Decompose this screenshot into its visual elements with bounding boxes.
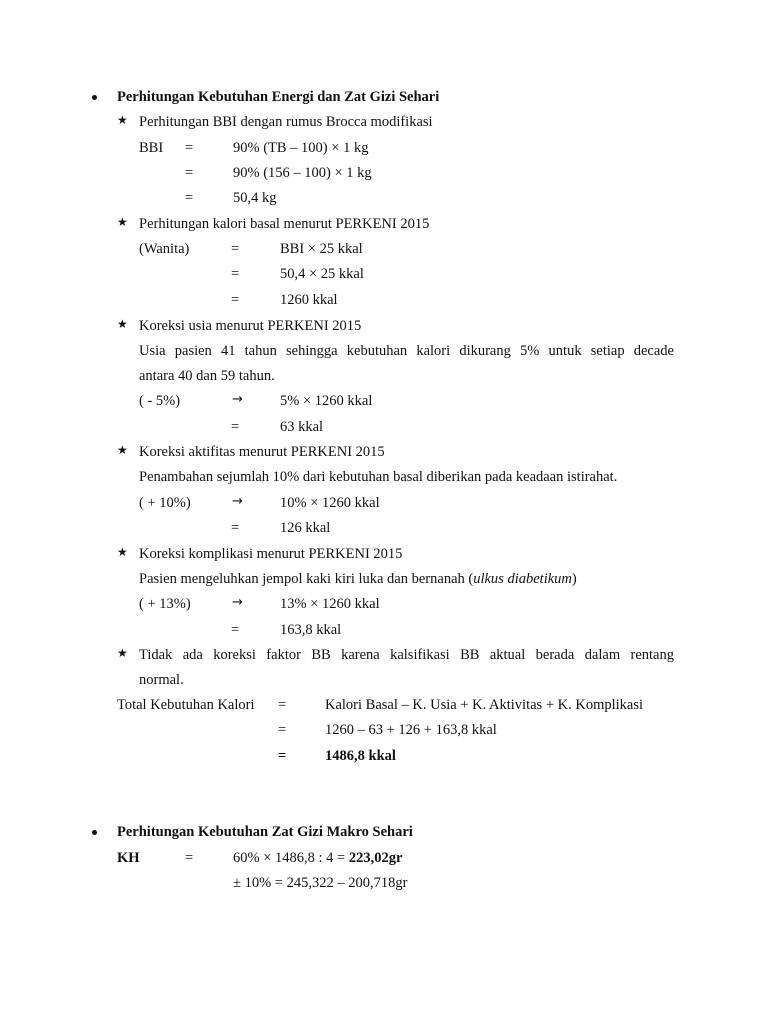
equals-sign: =	[231, 419, 240, 435]
kh-formula	[233, 851, 402, 866]
total-label: Total Kebutuhan Kalori	[117, 697, 255, 713]
bbi-label: BBI	[139, 140, 164, 156]
koreksi-aktifitas-formula: 10% × 1260 kkal	[280, 495, 380, 511]
equals-sign: =	[231, 292, 240, 308]
koreksi-bb-text: Tidak ada koreksi faktor BB karena kalsifikasi BB aktual berada dalam rentang	[139, 647, 674, 663]
equals-sign: =	[278, 697, 287, 713]
koreksi-komplikasi-desc	[139, 572, 577, 587]
koreksi-usia-desc: Usia pasien 41 tahun sehingga kebutuhan kalori dikurang 5% untuk setiap decade	[139, 343, 674, 359]
section-heading: Perhitungan Kebutuhan Zat Gizi Makro Sehari	[117, 824, 413, 840]
bbi-title: Perhitungan BBI dengan rumus Brocca modifikasi	[139, 114, 433, 130]
kalori-basal-substitution: 50,4 × 25 kkal	[280, 266, 364, 282]
koreksi-usia-formula: 5% × 1260 kkal	[280, 393, 373, 409]
kalori-basal-result: 1260 kkal	[280, 292, 338, 308]
section-heading: Perhitungan Kebutuhan Energi dan Zat Gizi Sehari	[117, 89, 440, 105]
equals-sign: =	[278, 748, 287, 764]
koreksi-usia-result: 63 kkal	[280, 419, 324, 435]
desc-text: Pasien mengeluhkan jempol kaki kiri luka dan bernanah (	[139, 571, 474, 587]
total-substitution: 1260 – 63 + 126 + 163,8 kkal	[325, 722, 497, 738]
koreksi-aktifitas-desc: Penambahan sejumlah 10% dari kebutuhan basal diberikan pada keadaan istirahat.	[139, 469, 618, 485]
desc-text-end: )	[571, 571, 577, 587]
kh-result: 223,02gr	[348, 850, 403, 866]
kalori-basal-formula: BBI × 25 kkal	[280, 241, 363, 257]
equals-sign: =	[185, 165, 194, 181]
star-bullet-icon: ★	[117, 443, 128, 457]
bullet-dot	[92, 95, 97, 100]
equals-sign: =	[231, 520, 240, 536]
arrow-right-icon: →	[232, 595, 243, 610]
desc-italic-term: ulkus diabetikum	[473, 571, 572, 587]
kalori-basal-label: (Wanita)	[139, 241, 190, 257]
koreksi-aktifitas-title: Koreksi aktifitas menurut PERKENI 2015	[139, 444, 385, 460]
star-bullet-icon: ★	[117, 215, 128, 229]
star-bullet-icon: ★	[117, 317, 128, 331]
koreksi-aktifitas-label: ( + 10%)	[139, 495, 191, 511]
koreksi-bb-text-cont: normal.	[139, 672, 184, 688]
arrow-right-icon: →	[232, 392, 243, 407]
total-formula: Kalori Basal – K. Usia + K. Aktivitas + K. Komplikasi	[325, 697, 644, 713]
equals-sign: =	[278, 722, 287, 738]
equals-sign: =	[231, 266, 240, 282]
equals-sign: =	[185, 190, 194, 206]
koreksi-aktifitas-result: 126 kkal	[280, 520, 331, 536]
koreksi-komplikasi-label: ( + 13%)	[139, 596, 191, 612]
star-bullet-icon: ★	[117, 545, 128, 559]
koreksi-komplikasi-result: 163,8 kkal	[280, 622, 342, 638]
equals-sign: =	[231, 622, 240, 638]
total-result: 1486,8 kkal	[325, 748, 396, 764]
arrow-right-icon: →	[232, 494, 243, 509]
bullet-dot	[92, 830, 97, 835]
star-bullet-icon: ★	[117, 646, 128, 660]
koreksi-usia-label: ( - 5%)	[139, 393, 181, 409]
bbi-formula: 90% (TB – 100) × 1 kg	[233, 140, 369, 156]
equals-sign: =	[231, 241, 240, 257]
bbi-result: 50,4 kg	[233, 190, 277, 206]
kh-range: ± 10% = 245,322 – 200,718gr	[233, 875, 408, 891]
equals-sign: =	[185, 850, 194, 866]
kh-expression: 60% × 1486,8 : 4 =	[233, 850, 349, 866]
kh-label: KH	[117, 850, 140, 866]
kalori-basal-title: Perhitungan kalori basal menurut PERKENI 2015	[139, 216, 430, 232]
koreksi-komplikasi-formula: 13% × 1260 kkal	[280, 596, 380, 612]
star-bullet-icon: ★	[117, 113, 128, 127]
koreksi-usia-title: Koreksi usia menurut PERKENI 2015	[139, 318, 362, 334]
koreksi-komplikasi-title: Koreksi komplikasi menurut PERKENI 2015	[139, 546, 403, 562]
koreksi-usia-desc-cont: antara 40 dan 59 tahun.	[139, 368, 275, 384]
equals-sign: =	[185, 140, 194, 156]
bbi-substitution: 90% (156 – 100) × 1 kg	[233, 165, 372, 181]
